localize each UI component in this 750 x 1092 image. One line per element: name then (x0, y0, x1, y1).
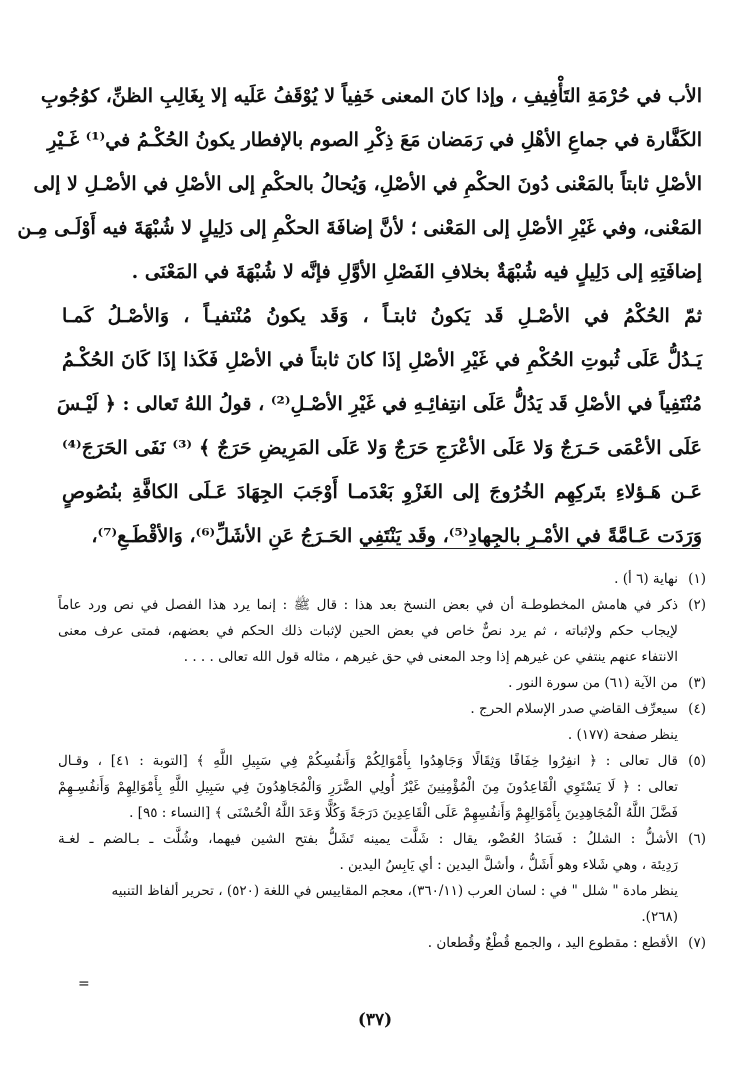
footnote-continuation: ينظر مادة " شلل " في : لسان العرب (٣٦٠/١١)، معجم المقاييس في اللغة (٥٢٠) ، تحرير ألفاظ التنبيه (111, 883, 678, 899)
text-line: عَلَى الأعْمَى حَـرَجٌ وَلا عَلَى الأعْرَجِ حَرَجٌ وَلا عَلَى المَرِيضِ حَرَجٌ ﴾ ⁽³⁾ نَفَى الحَرَجَ⁽⁴⁾ (62, 437, 702, 459)
footnote (58, 566, 706, 592)
footnote-body (58, 696, 678, 722)
page-number: (٣٧) (357, 1010, 393, 1030)
text-line: وَرَدَت عَـامَّةً في الأمْـرِ بالجِهادِ⁽⁵⁾، وقَد يَنْتَفِي الحَـرَجُ عَنِ الأشَلِّ⁽⁶⁾، وَالأقْطَـعِ⁽⁷⁾، (91, 525, 702, 547)
footnote (58, 696, 706, 722)
footnote (58, 592, 706, 670)
footnote-body (58, 566, 678, 592)
footnote-line: من الآية (٦١) من سورة النور . (508, 675, 678, 691)
footnotes (58, 566, 706, 956)
footnote (58, 826, 706, 878)
footnote-continuation: (٢٦٨). (641, 909, 678, 925)
footnote-continuation: ينظر صفحة (١٧٧) . (567, 727, 678, 743)
footnote-line: فَضَّلَ اللَّهُ الْمُجَاهِدِينَ بِأَمْوَالِهِمْ وَأَنفُسِهِمْ عَلَى الْقَاعِدِينَ دَرَجَةً وَكُلًّا وَعَدَ اللَّهُ الْحُسْنَى ﴾ [النساء : ٩٥] . (129, 805, 678, 821)
text-line: المَعْنى، وفي غَيْرِ الأصْلِ إلى المَعْنى ؛ لأنَّ إضافَةَ الحكْمِ إلى دَلِيلٍ لا شُبْهَةَ فيه أَوْلَـى مِـن (17, 217, 702, 239)
footnote-body (58, 748, 678, 826)
footnote-line: الأشلُّ : الشللُ : فَسَادُ العُضْو، يقال : شَلَّت يمينه تَشَلُّ بفتح الشين فيهما، وشُلَّت ـ بـالضم ـ لغـة (58, 831, 678, 847)
footnote-number: (١) (688, 571, 706, 587)
footnote-body (58, 670, 678, 696)
footnote-body (58, 592, 678, 670)
footnote-number: (٥) (688, 753, 706, 769)
footnote-line: سيعرِّف القاضي صدر الإسلام الحرج . (470, 701, 678, 717)
text-line: يَـدُلُّ عَلَى ثُبوتِ الحُكْمِ في غَيْرِ الأصْلِ إذَا كانَ ثابتاً في الأصْلِ فَكَذا إذَا كَانَ الحُكْـمُ (62, 349, 702, 371)
footnote-line: نهاية (٦ أ) . (614, 571, 678, 587)
footnote (58, 670, 706, 696)
footnote-body (58, 930, 678, 956)
text-line: الأب في حُرْمَةِ التَأْفِيفِ ، وإذا كانَ المعنى خَفِياً لا يُوْقَفُ عَلَيه إلا بِغَالِبِ الظنِّ، كوُجُوبِ (40, 85, 702, 107)
footnote-line: تعالى : ﴿ لَا يَسْتَوِي الْقَاعِدُونَ مِنَ الْمُؤْمِنِينَ غَيْرُ أُولِي الضَّرَرِ وَالْمُجَاهِدُونَ فِي سَبِيلِ اللَّهِ بِأَمْوَالِهِمْ وَأَنفُسِـهِمْ (58, 779, 678, 795)
text-line: إضافَتِهِ إلى دَلِيلٍ فيه شُبْهَةٌ بخلافِ الفَصْلِ الأوَّلِ فإنَّه لا شُبْهَةَ في المَعْنَى . (131, 261, 702, 283)
trailing-mark: = (78, 976, 90, 992)
footnote-number: (٣) (688, 675, 706, 691)
footnote-line: ذكر في هامش المخطوطـة أن في بعض النسخ بعد هذا : قال ﷺ : إنما يرد هذا الفصل في نص ورد عاماً (58, 597, 678, 613)
text-line: الكَفَّارة في جماعِ الأهْلِ في رَمَضان مَعَ ذِكْرِ الصوم بالإفطار يكونُ الحُكْـمُ في⁽¹⁾ غَـيْرِ (47, 129, 702, 151)
footnote-line: رَدِيئة ، وهي شَلاء وهو أَشَلُّ ، وأشلَّ اليدين : أي يَابِسُ اليدين . (339, 857, 678, 873)
text-line: ثمّ الحُكْمُ في الأصْـلِ قَد يَكونُ ثابتـاً ، وَقَد يكونُ مُنْتفيـاً ، وَالأصْـلُ كَمـا (62, 305, 702, 327)
footnote-number: (٢) (688, 597, 706, 613)
text-line: عَـن هَـؤلاءِ بتَركِهِم الخُرُوجَ إلى الغَزْوِ بَعْدَمـا أَوْجَبَ الجِهَادَ عَـلَى الكافَّةِ بنُصُوصٍ (62, 481, 702, 503)
footnote-line: الأقطع : مقطوع اليد ، والجمع قُطْعٌ وقُطعان . (427, 935, 678, 951)
footnote-number: (٧) (688, 935, 706, 951)
footnote-number: (٦) (688, 831, 706, 847)
footnote-number: (٤) (688, 701, 706, 717)
footnote (58, 748, 706, 826)
text-line: الأصْلِ ثابتاً بالمَعْنى دُونَ الحكْمِ في الأصْلِ، وَيُحالُ بالحكْمِ إلى الأصْلِ في الأصْـلِ لا إلى (33, 173, 702, 195)
footnote (58, 930, 706, 956)
text-line: مُنْتَفِياً في الأصْلِ قَد يَدُلُّ عَلَى انتِفائِـهِ في غَيْرِ الأصْـلِ⁽²⁾ ، قولُ اللهُ تَعالى : ﴿ لَيْـسَ (56, 393, 702, 415)
footnote-line: لإيجاب حكم ولإثباته ، ثم يرد نصٌّ خاص في بعض الحين لإثبات ذلك الحكم في بعضهم، فمتى عرف معنى (58, 623, 678, 639)
footnote-body (58, 826, 678, 878)
footnote-line: الانتفاء عنهم ينتفي عن غيرهم إذا وجد المعنى في حق غيرهم ، مثاله قول الله تعالى . . . . (183, 649, 678, 665)
footnote-line: قال تعالى : ﴿ انفِرُوا خِفَافًا وَثِقَالًا وَجَاهِدُوا بِأَمْوَالِكُمْ وَأَنفُسِكُمْ فِي سَبِيلِ اللَّهِ ﴾ [التوبة : ٤١] ، وقـال (58, 753, 678, 769)
footnote-separator (360, 548, 700, 549)
main-text (17, 74, 702, 558)
